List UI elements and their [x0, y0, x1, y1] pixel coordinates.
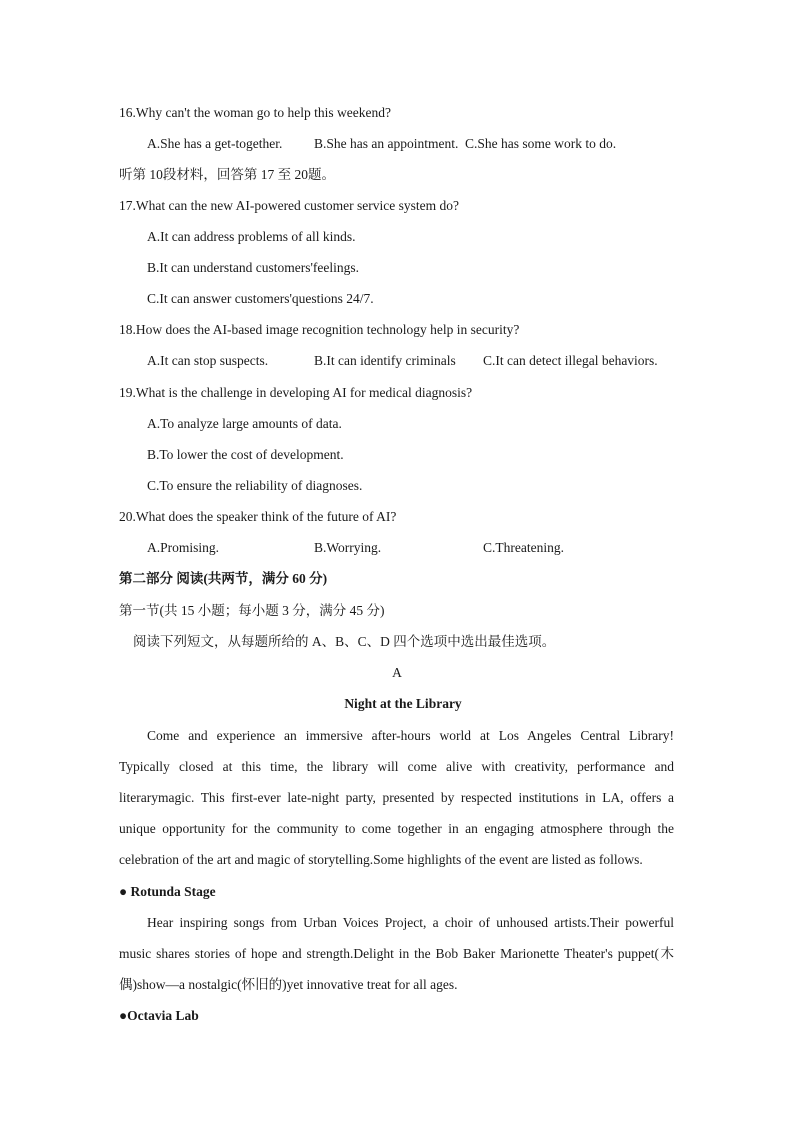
- q20-option-c: C.Threatening.: [483, 540, 564, 555]
- q19-option-c: C.To ensure the reliability of diagnoses.: [147, 478, 363, 493]
- q16-option-c: C.She has some work to do.: [465, 136, 617, 151]
- rotunda-line: 偶)show—a nostalgic(怀旧的)yet innovative treat for all ages.: [119, 977, 458, 992]
- q16-option-a: A.She has a get-together.: [147, 136, 283, 151]
- q18-option-a: A.It can stop suspects.: [147, 353, 269, 368]
- passage-title: Night at the Library: [344, 696, 462, 711]
- question-17-stem: 17.What can the new AI-powered customer service system do?: [119, 198, 460, 213]
- intro-line: Come and experience an immersive after-hours world at Los Angeles Central Library!: [147, 728, 674, 743]
- intro-line: literarymagic. This first-ever late-night party, presented by respected institutions in LA, offers a: [119, 790, 674, 805]
- q18-option-c: C.It can detect illegal behaviors.: [483, 353, 658, 368]
- question-18-stem: 18.How does the AI-based image recognition technology help in security?: [119, 322, 520, 337]
- intro-line: Typically closed at this time, the library will come alive with creativity, performance and: [119, 759, 674, 774]
- reading-instruction: 阅读下列短文，从每题所给的 A、B、C、D 四个选项中选出最佳选项。: [133, 634, 556, 649]
- passage-letter: A: [392, 665, 402, 680]
- rotunda-line: Hear inspiring songs from Urban Voices Project, a choir of unhoused artists.Their powerful: [147, 915, 674, 930]
- q19-option-a: A.To analyze large amounts of data.: [147, 416, 342, 431]
- q17-option-b: B.It can understand customers'feelings.: [147, 260, 359, 275]
- q19-option-b: B.To lower the cost of development.: [147, 447, 344, 462]
- question-16-stem: 16.Why can't the woman go to help this weekend?: [119, 105, 391, 120]
- rotunda-line: music shares stories of hope and strength.Delight in the Bob Baker Marionette Theater's puppet(木: [119, 946, 674, 961]
- intro-line: celebration of the art and magic of storytelling.Some highlights of the event are listed as follows.: [119, 852, 643, 867]
- rotunda-heading: ● Rotunda Stage: [119, 884, 216, 899]
- q16-option-b: B.She has an appointment.: [314, 136, 459, 151]
- q20-option-b: B.Worrying.: [314, 540, 382, 555]
- q17-option-a: A.It can address problems of all kinds.: [147, 229, 356, 244]
- instruction-17-20: 听第 10段材料，回答第 17 至 20题。: [119, 167, 335, 182]
- part-title: 第二部分 阅读(共两节，满分 60 分): [119, 571, 328, 586]
- section-title: 第一节(共 15 小题；每小题 3 分，满分 45 分): [119, 603, 385, 618]
- q18-option-b: B.It can identify criminals: [314, 353, 456, 368]
- question-19-stem: 19.What is the challenge in developing AI for medical diagnosis?: [119, 385, 473, 400]
- q20-option-a: A.Promising.: [147, 540, 220, 555]
- question-20-stem: 20.What does the speaker think of the future of AI?: [119, 509, 397, 524]
- octavia-heading: ●Octavia Lab: [119, 1008, 199, 1023]
- q17-option-c: C.It can answer customers'questions 24/7.: [147, 291, 374, 306]
- intro-line: unique opportunity for the community to come together in an engaging atmosphere through the: [119, 821, 674, 836]
